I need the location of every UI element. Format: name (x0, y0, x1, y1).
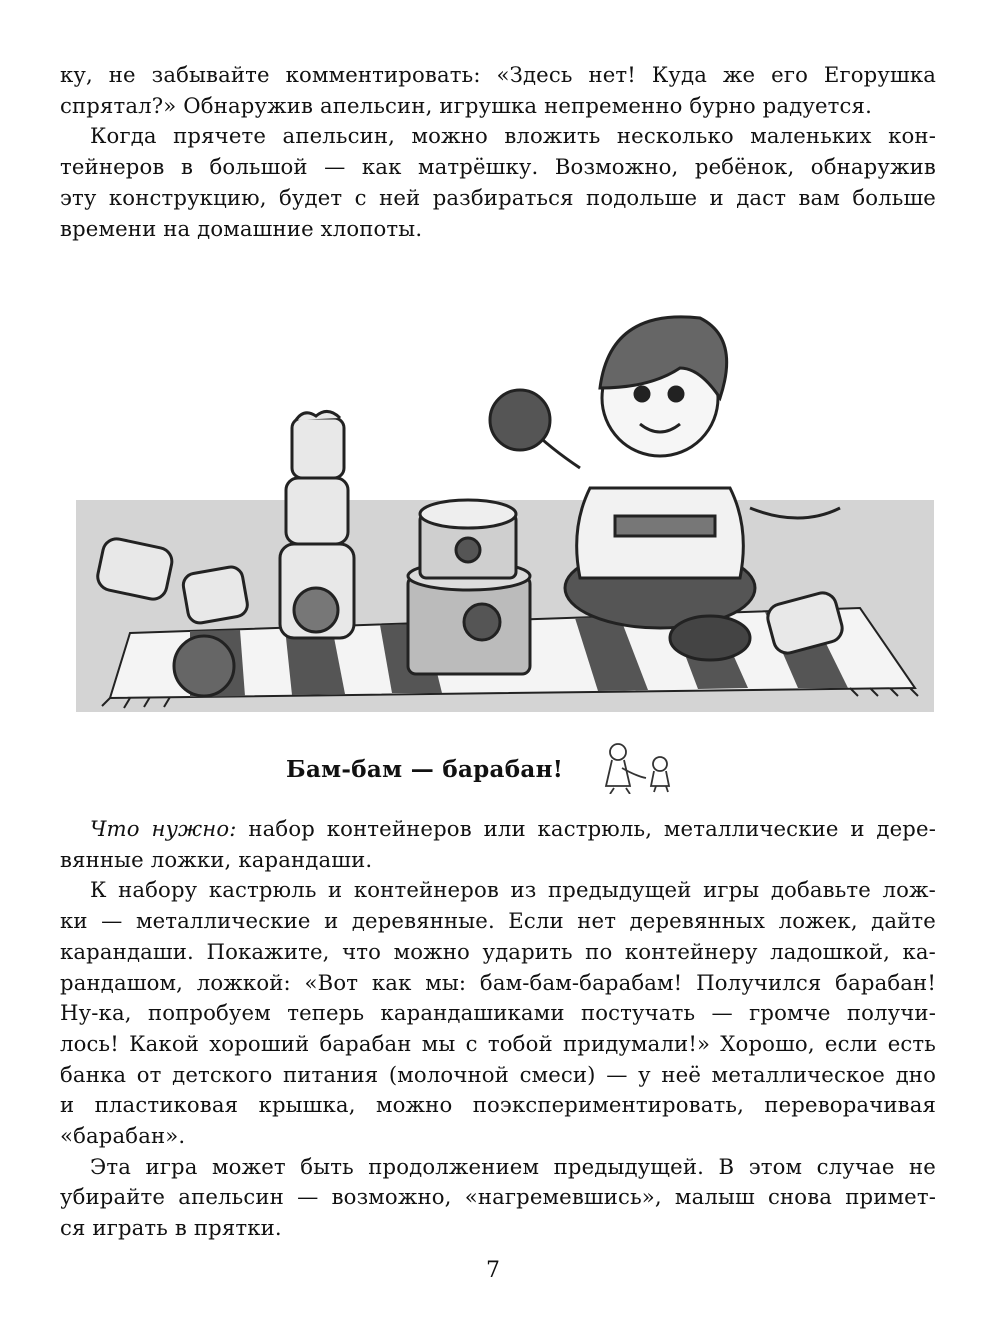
text-line: ки — металлические и деревянные. Если нет деревянных ложек, дайте (60, 908, 936, 934)
boy-playing-illustration (70, 288, 940, 718)
text-line (60, 814, 936, 845)
needs-text: набор контейнеров или кастрюль, металлические и дере- (236, 816, 937, 841)
text-line: вянные ложки, карандаши. (60, 846, 373, 872)
section-title: Бам-бам — барабан! (286, 756, 564, 783)
instructions-paragraph (60, 875, 936, 1151)
text-line: эту конструкцию, будет с ней разбираться подольше и даст вам больше (60, 184, 936, 210)
continuation-paragraph (60, 1152, 936, 1244)
text-line: ку, не забывайте комментировать: «Здесь нет! Куда же его Егорушка (60, 62, 936, 87)
intro-paragraph-2 (60, 121, 936, 244)
page-number: 7 (486, 1258, 500, 1283)
text-line: рандашом, ложкой: «Вот как мы: бам-бам-барабам! Получился барабан! (60, 969, 936, 995)
text-line: Эта игра может быть продолжением предыдущей. В этом случае не (90, 1153, 936, 1179)
stacked-jars (280, 411, 354, 638)
text-line: спрятал?» Обнаружив апельсин, игрушка непременно бурно радуется. (60, 92, 872, 118)
intro-text (60, 60, 936, 244)
intro-paragraph-1 (60, 60, 936, 121)
text-line: карандаши. Покажите, что можно ударить по контейнеру ладошкой, ка- (60, 938, 936, 964)
text-line: убирайте апельсин — возможно, «нагремевшись», малыш снова примет- (60, 1184, 936, 1210)
text-line: лось! Какой хороший барабан мы с тобой придумали!» Хорошо, если есть (60, 1030, 936, 1056)
text-line: и пластиковая крышка, можно поэкспериментировать, переворачивая (60, 1092, 936, 1118)
cooking-pots (408, 500, 530, 674)
text-line: «барабан». (60, 1123, 186, 1149)
parent-and-child-icon (594, 738, 704, 794)
text-line: Когда прячете апельсин, можно вложить несколько маленьких кон- (90, 123, 936, 149)
text-line: банка от детского питания (молочной смеси) — у неё металлическое дно (60, 1061, 936, 1087)
needs-label: Что нужно: (90, 816, 237, 841)
text-line: времени на домашние хлопоты. (60, 215, 423, 241)
text-line: тейнеров в большой — как матрёшку. Возможно, ребёнок, обнаружив (60, 154, 936, 180)
text-line: ся играть в прятки. (60, 1215, 282, 1241)
activity-text (60, 814, 936, 1244)
needs-paragraph (60, 814, 936, 875)
text-line: К набору кастрюль и контейнеров из предыдущей игры добавьте лож- (90, 877, 936, 903)
text-line: Ну-ка, попробуем теперь карандашиками постучать — громче получи- (60, 1000, 936, 1026)
